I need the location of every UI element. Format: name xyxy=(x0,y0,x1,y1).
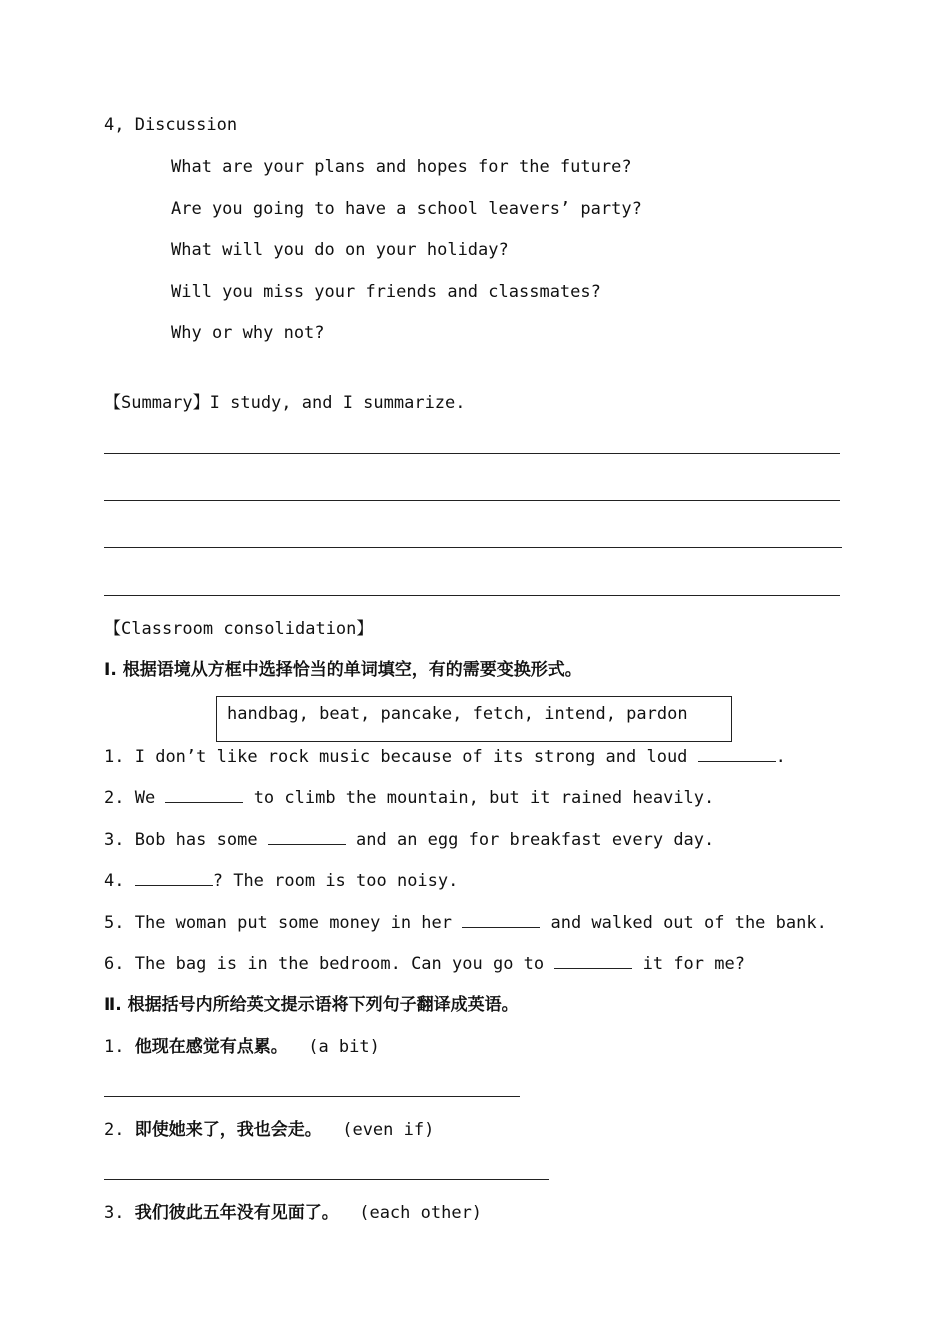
answer-blank[interactable] xyxy=(462,913,540,928)
part2-instruction: Ⅱ. 根据括号内所给英文提示语将下列句子翻译成英语。 xyxy=(104,995,519,1015)
summary-writing-line xyxy=(104,453,840,454)
item-text-before: The bag is in the bedroom. Can you go to xyxy=(134,954,555,974)
discussion-heading: 4, Discussion xyxy=(104,115,238,135)
item-text-after: to climb the mountain, but it rained heavily. xyxy=(243,788,715,808)
word-box-text: handbag, beat, pancake, fetch, intend, pardon xyxy=(227,704,688,724)
answer-line[interactable] xyxy=(104,1179,549,1180)
item-number: 3. xyxy=(104,830,125,850)
item-number: 4. xyxy=(104,871,125,891)
translate-item-2 xyxy=(104,1119,434,1141)
item-hint: (even if) xyxy=(342,1120,435,1140)
item-number: 6. xyxy=(104,954,125,974)
item-number: 1. xyxy=(104,747,125,767)
answer-line[interactable] xyxy=(104,1096,520,1097)
item-number: 2. xyxy=(104,1120,125,1140)
fill-item-2 xyxy=(104,787,714,809)
discussion-question: Are you going to have a school leavers’ party? xyxy=(171,199,642,219)
answer-blank[interactable] xyxy=(268,830,346,845)
answer-blank[interactable] xyxy=(698,747,776,762)
fill-item-6 xyxy=(104,953,745,975)
fill-item-3 xyxy=(104,829,714,851)
item-text-before: I don’t like rock music because of its strong and loud xyxy=(134,747,698,767)
discussion-question: Will you miss your friends and classmates? xyxy=(171,282,601,302)
item-hint: (each other) xyxy=(359,1203,483,1223)
fill-item-1 xyxy=(104,746,786,768)
item-number: 5. xyxy=(104,913,125,933)
summary-writing-line xyxy=(104,547,842,548)
item-text-after: and an egg for breakfast every day. xyxy=(345,830,715,850)
item-hint: (a bit) xyxy=(308,1037,380,1057)
word-box xyxy=(216,696,732,742)
answer-blank[interactable] xyxy=(165,788,243,803)
summary-writing-line xyxy=(104,595,840,596)
item-number: 2. xyxy=(104,788,125,808)
translate-item-1 xyxy=(104,1036,380,1058)
summary-heading: 【Summary】I study, and I summarize. xyxy=(104,393,466,413)
item-text-after: and walked out of the bank. xyxy=(540,913,827,933)
item-text-before: We xyxy=(134,788,166,808)
item-text-after: ? The room is too noisy. xyxy=(212,871,459,891)
summary-writing-line xyxy=(104,500,840,501)
discussion-question: What will you do on your holiday? xyxy=(171,240,509,260)
fill-item-4 xyxy=(104,870,458,892)
discussion-question: What are your plans and hopes for the future? xyxy=(171,157,632,177)
item-chinese: 我们彼此五年没有见面了。 xyxy=(134,1203,339,1223)
item-text-after: it for me? xyxy=(632,954,745,974)
item-chinese: 他现在感觉有点累。 xyxy=(134,1037,288,1057)
item-number: 1. xyxy=(104,1037,125,1057)
item-text-before: Bob has some xyxy=(134,830,268,850)
translate-item-3 xyxy=(104,1202,482,1224)
answer-blank[interactable] xyxy=(554,954,632,969)
item-text-before: The woman put some money in her xyxy=(134,913,463,933)
part1-instruction: Ⅰ. 根据语境从方框中选择恰当的单词填空，有的需要变换形式。 xyxy=(104,660,582,680)
answer-blank[interactable] xyxy=(135,871,213,886)
fill-item-5 xyxy=(104,912,827,934)
item-chinese: 即使她来了，我也会走。 xyxy=(134,1120,322,1140)
consolidation-heading: 【Classroom consolidation】 xyxy=(104,619,374,639)
item-text-after: . xyxy=(775,747,786,767)
item-number: 3. xyxy=(104,1203,125,1223)
discussion-question: Why or why not? xyxy=(171,323,325,343)
